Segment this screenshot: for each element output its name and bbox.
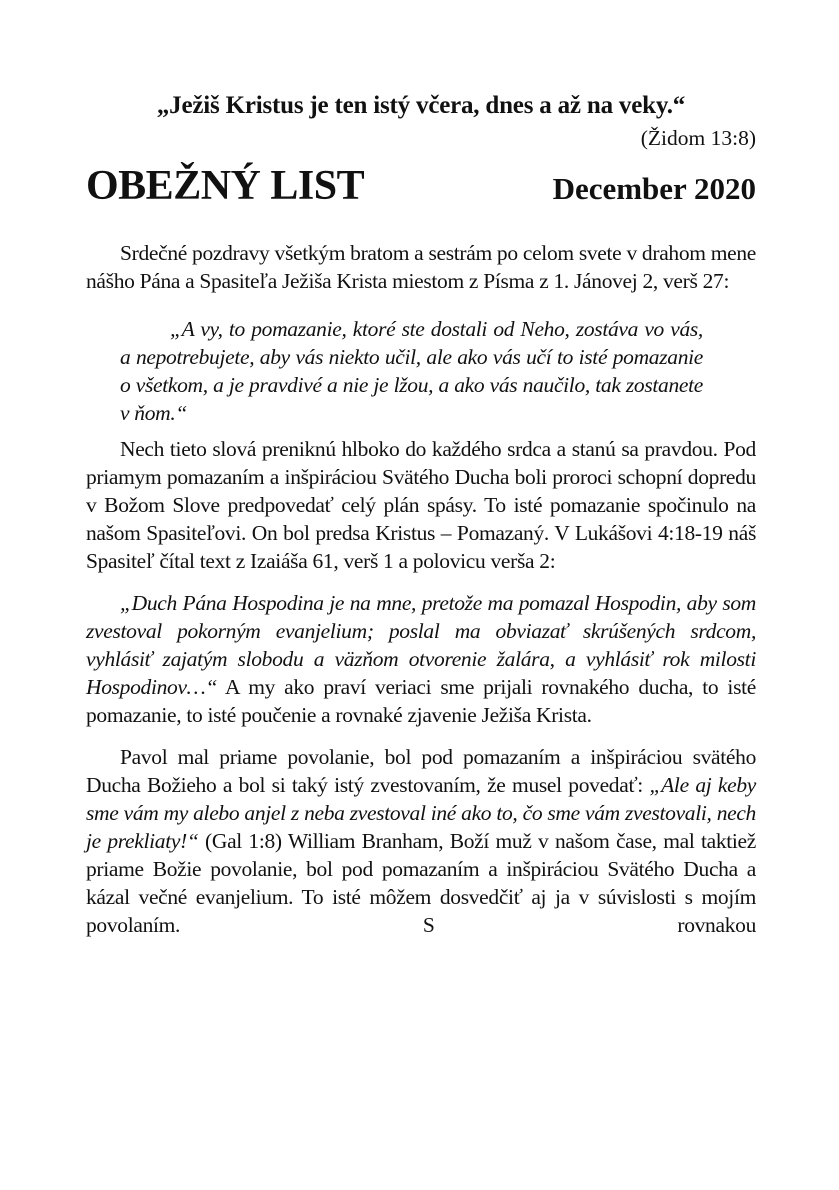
quote-text: „A vy, to pomazanie, ktoré ste dostali od Neho, zostáva vo vás, a nepotrebujete, aby vás niekto učil, ale ako vás učí to isté pomazanie o všetkom, a je pravdivé a nie je lžou, a ako vás naučilo, tak zostanete v ňom.“ <box>120 316 703 425</box>
page-title: OBEŽNÝ LIST <box>86 163 365 210</box>
title-row <box>86 164 756 208</box>
quote-text: „Ale aj keby sme vám my alebo anjel z neba zvestoval iné ako to, čo sme vám zvestovali, nech je prekliaty!“ <box>86 772 756 853</box>
paragraph-text: Srdečné pozdravy všetkým bratom a sestrám po celom svete v drahom mene nášho Pána a Spasiteľa Ježiša Krista miestom z Písma z 1. Jánovej 2, verš 27: <box>86 240 756 293</box>
body-paragraph <box>86 435 756 575</box>
body-paragraph <box>86 589 756 729</box>
header-scripture-quote: „Ježiš Kristus je ten istý včera, dnes a až na veky.“ <box>156 92 686 119</box>
paragraph-text: (Gal 1:8) William Branham, Boží muž v našom čase, mal taktiež priame Božie povolanie, bol pod pomazaním a inšpiráciou Svätého Ducha a kázal večné evanjelium. To isté môžem dosvedčiť aj ja v súvislosti s mojím povolaním. S rovnakou <box>86 828 756 937</box>
paragraph-text: Pavol mal priame povolanie, bol pod pomazaním a inšpiráciou svätého Ducha Božieho a bol si taký istý zvestovaním, že musel povedať: <box>86 744 756 797</box>
issue-date: December 2020 <box>552 171 756 207</box>
body-paragraph <box>86 743 756 939</box>
body-paragraph <box>86 239 756 295</box>
scripture-blockquote <box>120 315 703 427</box>
quote-text: „Duch Pána Hospodina je na mne, pretože ma pomazal Hospodin, aby som zvestoval pokorným evanjelium; poslal ma obviazať skrúšených srdcom, vyhlásiť zajatým slobodu a väzňom otvorenie žalára, a vyhlásiť rok milosti Hospodinov…“ <box>86 590 756 699</box>
paragraph-text: A my ako praví veriaci sme prijali rovnakého ducha, to isté pomazanie, to isté poučenie a rovnaké zjavenie Ježiša Krista. <box>86 674 756 727</box>
header-scripture-reference: (Židom 13:8) <box>640 125 756 150</box>
body-paragraphs <box>86 239 756 939</box>
paragraph-text: Nech tieto slová preniknú hlboko do každého srdca a stanú sa pravdou. Pod priamym pomazaním a inšpiráciou Svätého Ducha boli proroci schopní dopredu v Božom Slove predpovedať celý plán spásy. To isté pomazanie spočinulo na našom Spasiteľovi. On bol predsa Kristus – Pomazaný. V Lukášovi 4:18-19 náš Spasiteľ čítal text z Izaiáša 61, verš 1 a polovicu verša 2: <box>86 436 756 573</box>
